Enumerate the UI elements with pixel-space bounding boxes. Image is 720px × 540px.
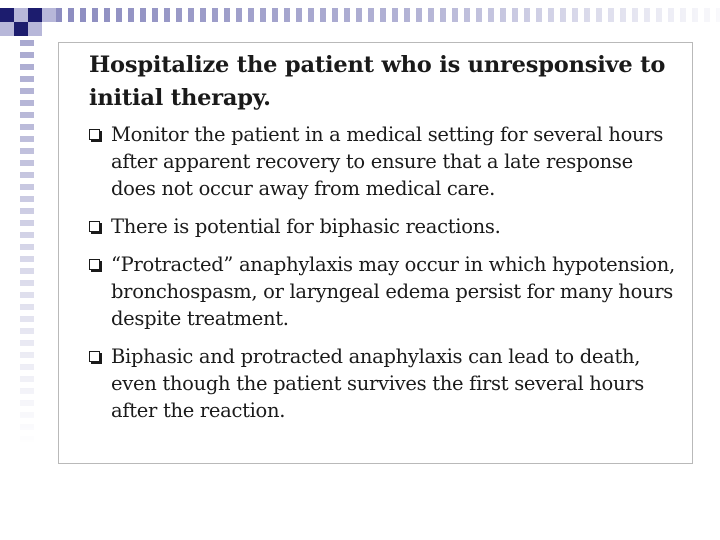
bullet-item: [89, 121, 678, 202]
bullet-item: [89, 343, 678, 424]
checker-square: [28, 8, 42, 22]
checkbox-bullet-icon: [89, 351, 100, 362]
top-decorative-band: [56, 8, 720, 22]
bullet-text: Biphasic and protracted anaphylaxis can lead to death, even though the patient survives the first several hours after the reaction.: [111, 345, 644, 422]
bullet-text: There is potential for biphasic reactions.: [111, 215, 501, 238]
left-decorative-band: [20, 40, 34, 520]
slide-heading: Hospitalize the patient who is unresponsive to initial therapy.: [89, 52, 666, 111]
bullet-item: [89, 251, 678, 332]
checkbox-bullet-icon: [89, 259, 100, 270]
checker-square: [0, 22, 14, 36]
checkbox-bullet-icon: [89, 221, 100, 232]
checkbox-bullet-icon: [89, 129, 100, 140]
checker-square: [28, 22, 42, 36]
checker-square: [14, 22, 28, 36]
checker-square: [14, 8, 28, 22]
bullet-text: Monitor the patient in a medical setting for several hours after apparent recovery to ensure that a late response does not occur away from medical care.: [111, 123, 664, 200]
corner-checker-decoration: [0, 0, 56, 40]
checker-square: [0, 8, 14, 22]
bullet-item: [89, 213, 678, 240]
slide-content-box: [58, 42, 693, 464]
checker-square: [42, 8, 56, 22]
bullet-list: [89, 121, 678, 424]
bullet-text: “Protracted” anaphylaxis may occur in which hypotension, bronchospasm, or laryngeal edema persist for many hours despite treatment.: [111, 253, 675, 330]
